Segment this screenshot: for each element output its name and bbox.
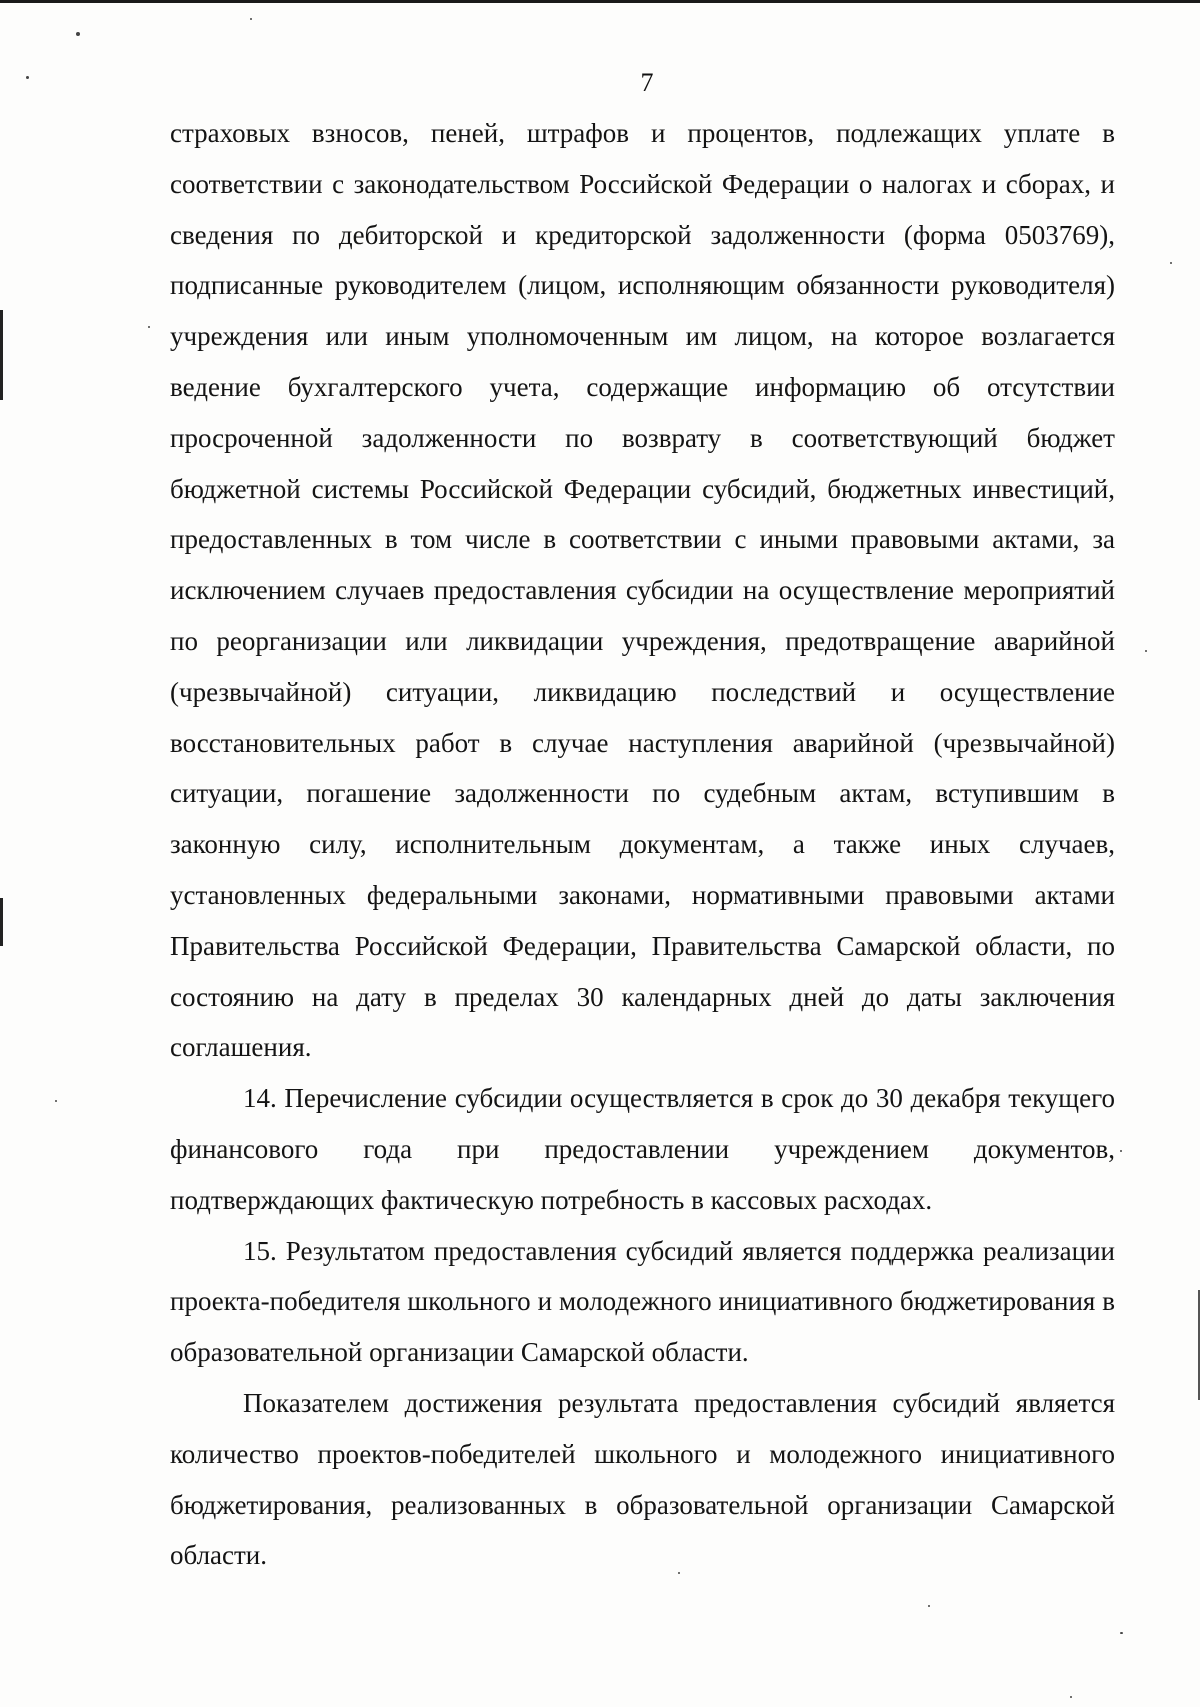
scan-speck: [1145, 650, 1147, 652]
page-number: 7: [640, 68, 654, 97]
paragraph-indicator: Показателем достижения результата предоставления субсидий является количество проектов-победителей школьного и молодежного инициативного бюджетирования, реализованных в образовательной организации Самарской области.: [170, 1387, 1115, 1571]
scan-edge-mark: [0, 310, 3, 400]
scan-speck: [928, 1605, 930, 1607]
scan-speck: [1070, 1696, 1072, 1698]
document-body: [170, 108, 1115, 1581]
scan-speck: [1120, 1632, 1123, 1634]
scan-speck: [1170, 262, 1172, 264]
paragraph-continuation: страховых взносов, пеней, штрафов и процентов, подлежащих уплате в соответствии с законодательством Российской Федерации о налогах и сборах, и сведения по дебиторской и кредиторской задолженности (форма 0503769), подписанные руководителем (лицом, исполняющим обязанности руководителя) учреждения или иным уполномоченным им лицом, на которое возлагается ведение бухгалтерского учета, содержащие информацию об отсутствии просроченной задолженности по возврату в соответствующий бюджет бюджетной системы Российской Федерации субсидий, бюджетных инвестиций, предоставленных в том числе в соответствии с иными правовыми актами, за исключением случаев предоставления субсидии на осуществление мероприятий по реорганизации или ликвидации учреждения, предотвращение аварийной (чрезвычайной) ситуации, ликвидацию последствий и осуществление восстановительных работ в случае наступления аварийной (чрезвычайной) ситуации, погашение задолженности по судебным актам, вступившим в законную силу, исполнительным документам, а также иных случаев, установленных федеральными законами, нормативными правовыми актами Правительства Российской Федерации, Правительства Самарской области, по состоянию на дату в пределах 30 календарных дней до даты заключения соглашения.: [170, 118, 1115, 1063]
scan-speck: [76, 32, 80, 36]
scan-speck: [1120, 1150, 1122, 1152]
scan-edge-mark: [0, 898, 3, 946]
scan-speck: [148, 326, 150, 328]
paragraph-item-15: 15. Результатом предоставления субсидий является поддержка реализации проекта-победителя школьного и молодежного инициативного бюджетирования в образовательной организации Самарской области.: [170, 1235, 1115, 1368]
paragraph-item-14: 14. Перечисление субсидии осуществляется в срок до 30 декабря текущего финансового года при предоставлении учреждением документов, подтверждающих фактическую потребность в кассовых расходах.: [170, 1083, 1115, 1215]
scan-speck: [250, 18, 252, 20]
scan-top-edge: [0, 0, 1200, 3]
scan-speck: [55, 1100, 57, 1102]
